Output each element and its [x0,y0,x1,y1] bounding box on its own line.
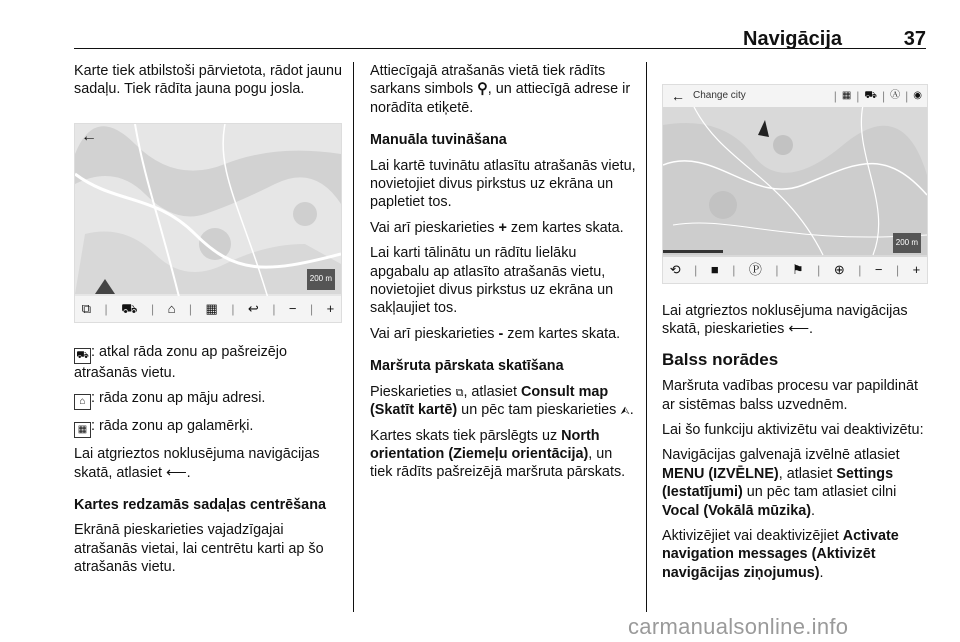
north-orientation-icon[interactable]: Ⓐ [890,89,901,101]
change-city-button[interactable]: Change city [693,89,746,101]
map-scale: 200 m [893,233,921,253]
poi-icon[interactable]: ◉ [913,89,922,101]
map-screenshot-1 [74,123,342,323]
column-divider [646,62,647,612]
location-pin-icon: ⚲ [477,81,488,98]
watermark: carmanualsonline.info [628,614,849,639]
route-overview-icon: ⧉ [455,386,464,399]
map-toolbar: ⧉ | ⛟ | ⌂ | ▦ | ↩ | − | + [75,296,341,322]
map-terrain [75,124,341,322]
back-text: Lai atgrieztos noklusējuma navigācijas skatā, atlasiet ⟵. [74,446,320,481]
parking-icon[interactable]: Ⓟ [748,261,762,277]
map-terrain [663,85,927,283]
car-icon: ⛟ [74,348,91,364]
back-arrow-icon: ⟵ [788,321,810,338]
column-2 [370,62,638,489]
zoom-out-minus-text: Vai arī pieskarieties - zem kartes skata. [370,325,621,342]
map-screenshot-2 [662,84,928,284]
north-orientation-icon: ⮙ [620,405,630,418]
flag-icon[interactable]: ⚑ [792,261,804,277]
destination-item: ▦ : rāda zonu ap galamērķi. [74,417,342,438]
stop-icon[interactable]: ■ [710,261,719,277]
zoom-out-button[interactable]: − [288,300,297,316]
route-overview-text: Pieskarieties ⧉, atlasiet Consult map (Skatīt kartē) un pēc tam pieskarieties ⮙. [370,383,634,419]
zoom-out-text: Lai karti tālinātu un rādītu lielāku apgabalu ap atlasīto atrašanās vietu, novietojiet divus pirkstus uz ekrāna un sakļaujiet tos. [370,245,614,317]
north-text: Kartes skats tiek pārslēgts uz North orientation (Ziemeļu orientācija), un tiek rādīts pašreizējā maršruta pārskats. [370,427,626,481]
map-toolbar: ⟲ | ■ | Ⓟ | ⚑ | ⊕ | − | + [663,257,927,283]
home-item: ⌂ : rāda zonu ap māju adresi. [74,389,342,410]
route-overview-icon[interactable]: ⧉ [81,300,92,316]
center-text: Ekrānā pieskarieties vajadzīgajai atrašanās vietai, lai centrētu karti ap šo atrašanās vietu. [74,522,324,576]
voice-p1: Maršruta vadības procesu var papildināt ar sistēmas balss uzvednēm. [662,378,918,413]
intro-text: Karte tiek atbilstoši pārvietota, rādot jaunu sadaļu. Tiek rādīta jauna pogu josla. [74,63,342,98]
zoom-out-button[interactable]: − [874,261,883,277]
voice-guidance-heading: Balss norādes [662,349,779,369]
section-title: Navigācija [743,28,842,50]
home-icon: ⌂ [74,394,91,410]
pin-paragraph: Attiecīgajā atrašanās vietā tiek rādīts sarkans simbols ⚲, un attiecīgā adrese ir norādīta etiķetē. [370,63,631,116]
zoom-in-plus-text: Vai arī pieskarieties + zem kartes skata. [370,219,624,236]
destination-icon[interactable]: ▦ [841,89,852,101]
back-arrow-icon[interactable]: ← [671,87,685,104]
page-number: 37 [903,28,926,50]
car-item: ⛟ : atkal rāda zonu ap pašreizējo atrašanās vietu. [74,343,287,381]
zoom-in-button[interactable]: + [912,261,921,277]
home-icon[interactable]: ⌂ [167,300,176,316]
route-overview-heading: Maršruta pārskata skatīšana [370,358,564,375]
column-3 [662,62,930,589]
center-icon[interactable]: ⊕ [833,261,845,277]
map-scale: 200 m [307,269,335,289]
zoom-in-button[interactable]: + [326,300,335,316]
reroute-icon[interactable]: ⟲ [669,261,681,277]
car-icon[interactable]: ⛟ [864,89,878,101]
voice-p4: Aktivizējiet vai deaktivizējiet Activate navigation messages (Aktivizēt navigācijas ziņojumus). [662,528,899,581]
back-arrow-icon[interactable]: ← [81,127,97,145]
manual-zoom-heading: Manuāla tuvināšana [370,132,507,149]
page-header [74,8,926,49]
return-icon[interactable]: ↩ [247,300,259,316]
car-icon[interactable]: ⛟ [121,300,138,316]
back-text: Lai atgrieztos noklusējuma navigācijas skatā, pieskarieties ⟵. [662,303,908,338]
column-1 [74,62,342,584]
voice-p3: Navigācijas galvenajā izvēlnē atlasiet MENU (IZVĒLNE), atlasiet Settings (Iestatījumi) un pēc tam atlasiet cilni Vocal (Vokālā mūzika). [662,447,900,519]
zoom-in-text: Lai kartē tuvinātu atlasītu atrašanās vietu, novietojiet divus pirkstus uz ekrāna un papletiet tos. [370,157,636,211]
column-divider [353,62,354,612]
destination-icon: ▦ [74,422,91,438]
map-top-bar: ← Change city | ▦ | ⛟ | Ⓐ | ◉ [663,85,927,107]
voice-p2: Lai šo funkciju aktivizētu vai deaktivizētu: [662,422,924,439]
section-heading: Kartes redzamās sadaļas centrēšana [74,497,326,514]
destination-icon[interactable]: ▦ [205,300,218,316]
